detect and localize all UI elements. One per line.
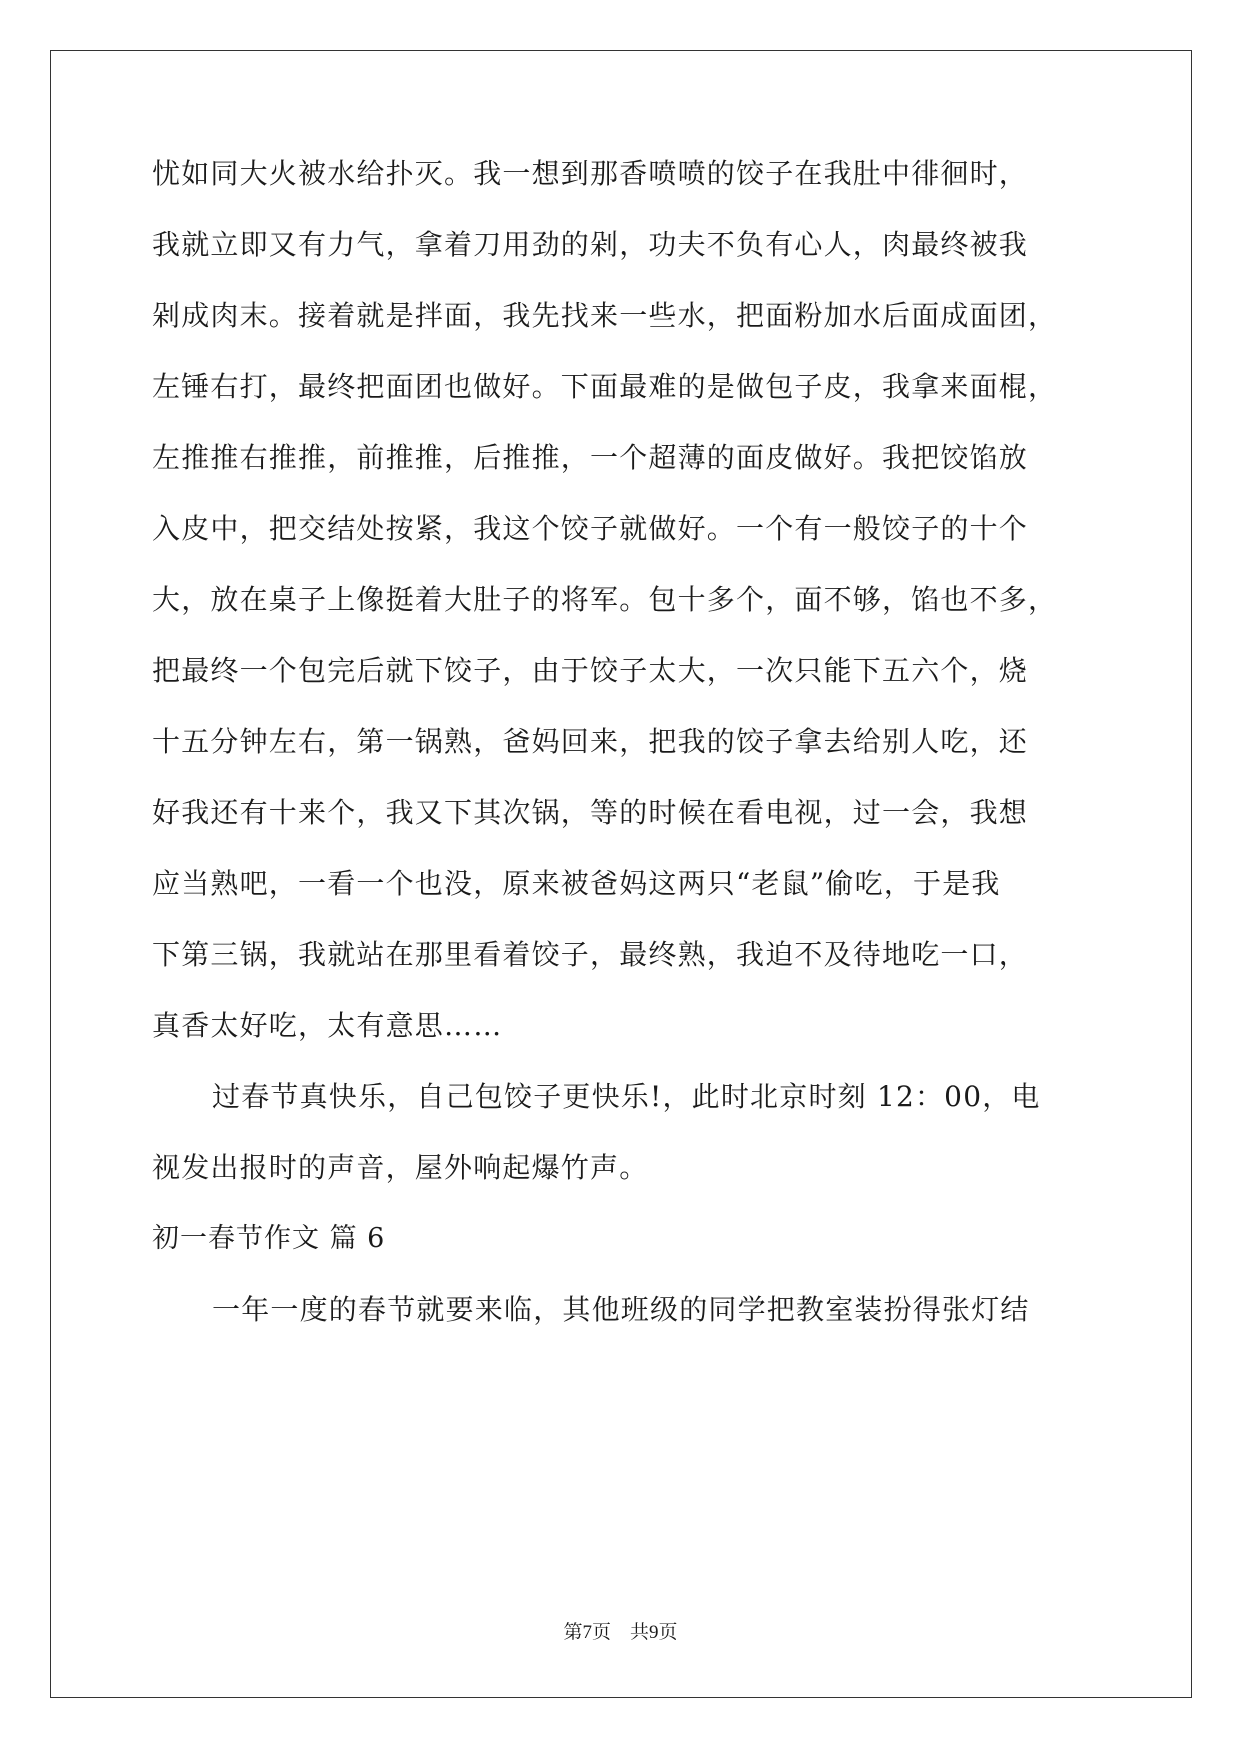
paragraph-line: 左推推右推推，前推推，后推推，一个超薄的面皮做好。我把饺馅放 — [152, 441, 1029, 474]
total-page-number: 9 — [649, 1622, 659, 1643]
paragraph-line: 左锤右打，最终把面团也做好。下面最难的是做包子皮，我拿来面棍， — [152, 370, 1058, 403]
paragraph-line: 入皮中，把交结处按紧，我这个饺子就做好。一个有一般饺子的十个 — [152, 512, 1029, 545]
paragraph-line: 剁成肉末。接着就是拌面，我先找来一些水，把面粉加水后面成面团， — [152, 299, 1058, 332]
page-suffix: 页 — [658, 1621, 678, 1643]
paragraph-line: 应当熟吧，一看一个也没，原来被爸妈这两只“老鼠”偷吃，于是我 — [152, 867, 1001, 900]
paragraph-line: 把最终一个包完后就下饺子，由于饺子太大，一次只能下五六个，烧 — [152, 654, 1029, 687]
paragraph-line: 我就立即又有力气，拿着刀用劲的剁，功夫不负有心人，肉最终被我 — [152, 228, 1029, 261]
section-heading: 初一春节作文 篇 6 — [152, 1223, 386, 1254]
paragraph-line: 视发出报时的声音，屋外响起爆竹声。 — [152, 1151, 649, 1184]
page-mid: 页 共 — [591, 1621, 649, 1643]
paragraph-line: 下第三锅，我就站在那里看着饺子，最终熟，我迫不及待地吃一口， — [152, 938, 1029, 971]
paragraph-line: 十五分钟左右，第一锅熟，爸妈回来，把我的饺子拿去给别人吃，还 — [152, 725, 1029, 758]
paragraph-line: 大，放在桌子上像挺着大肚子的将军。包十多个，面不够，馅也不多， — [152, 583, 1058, 616]
paragraph-line: 真香太好吃，太有意思…… — [152, 1009, 503, 1042]
page-footer — [0, 1620, 1241, 1645]
page-prefix: 第 — [563, 1621, 583, 1643]
paragraph-line: 好我还有十来个，我又下其次锅，等的时候在看电视，过一会，我想 — [152, 796, 1029, 829]
paragraph-line: 忧如同大火被水给扑灭。我一想到那香喷喷的饺子在我肚中徘徊时， — [152, 157, 1029, 190]
current-page-number: 7 — [582, 1622, 592, 1643]
paragraph-line: 一年一度的春节就要来临，其他班级的同学把教室装扮得张灯结 — [212, 1293, 1030, 1326]
paragraph-line: 过春节真快乐，自己包饺子更快乐!，此时北京时刻 12：00，电 — [212, 1080, 1041, 1113]
